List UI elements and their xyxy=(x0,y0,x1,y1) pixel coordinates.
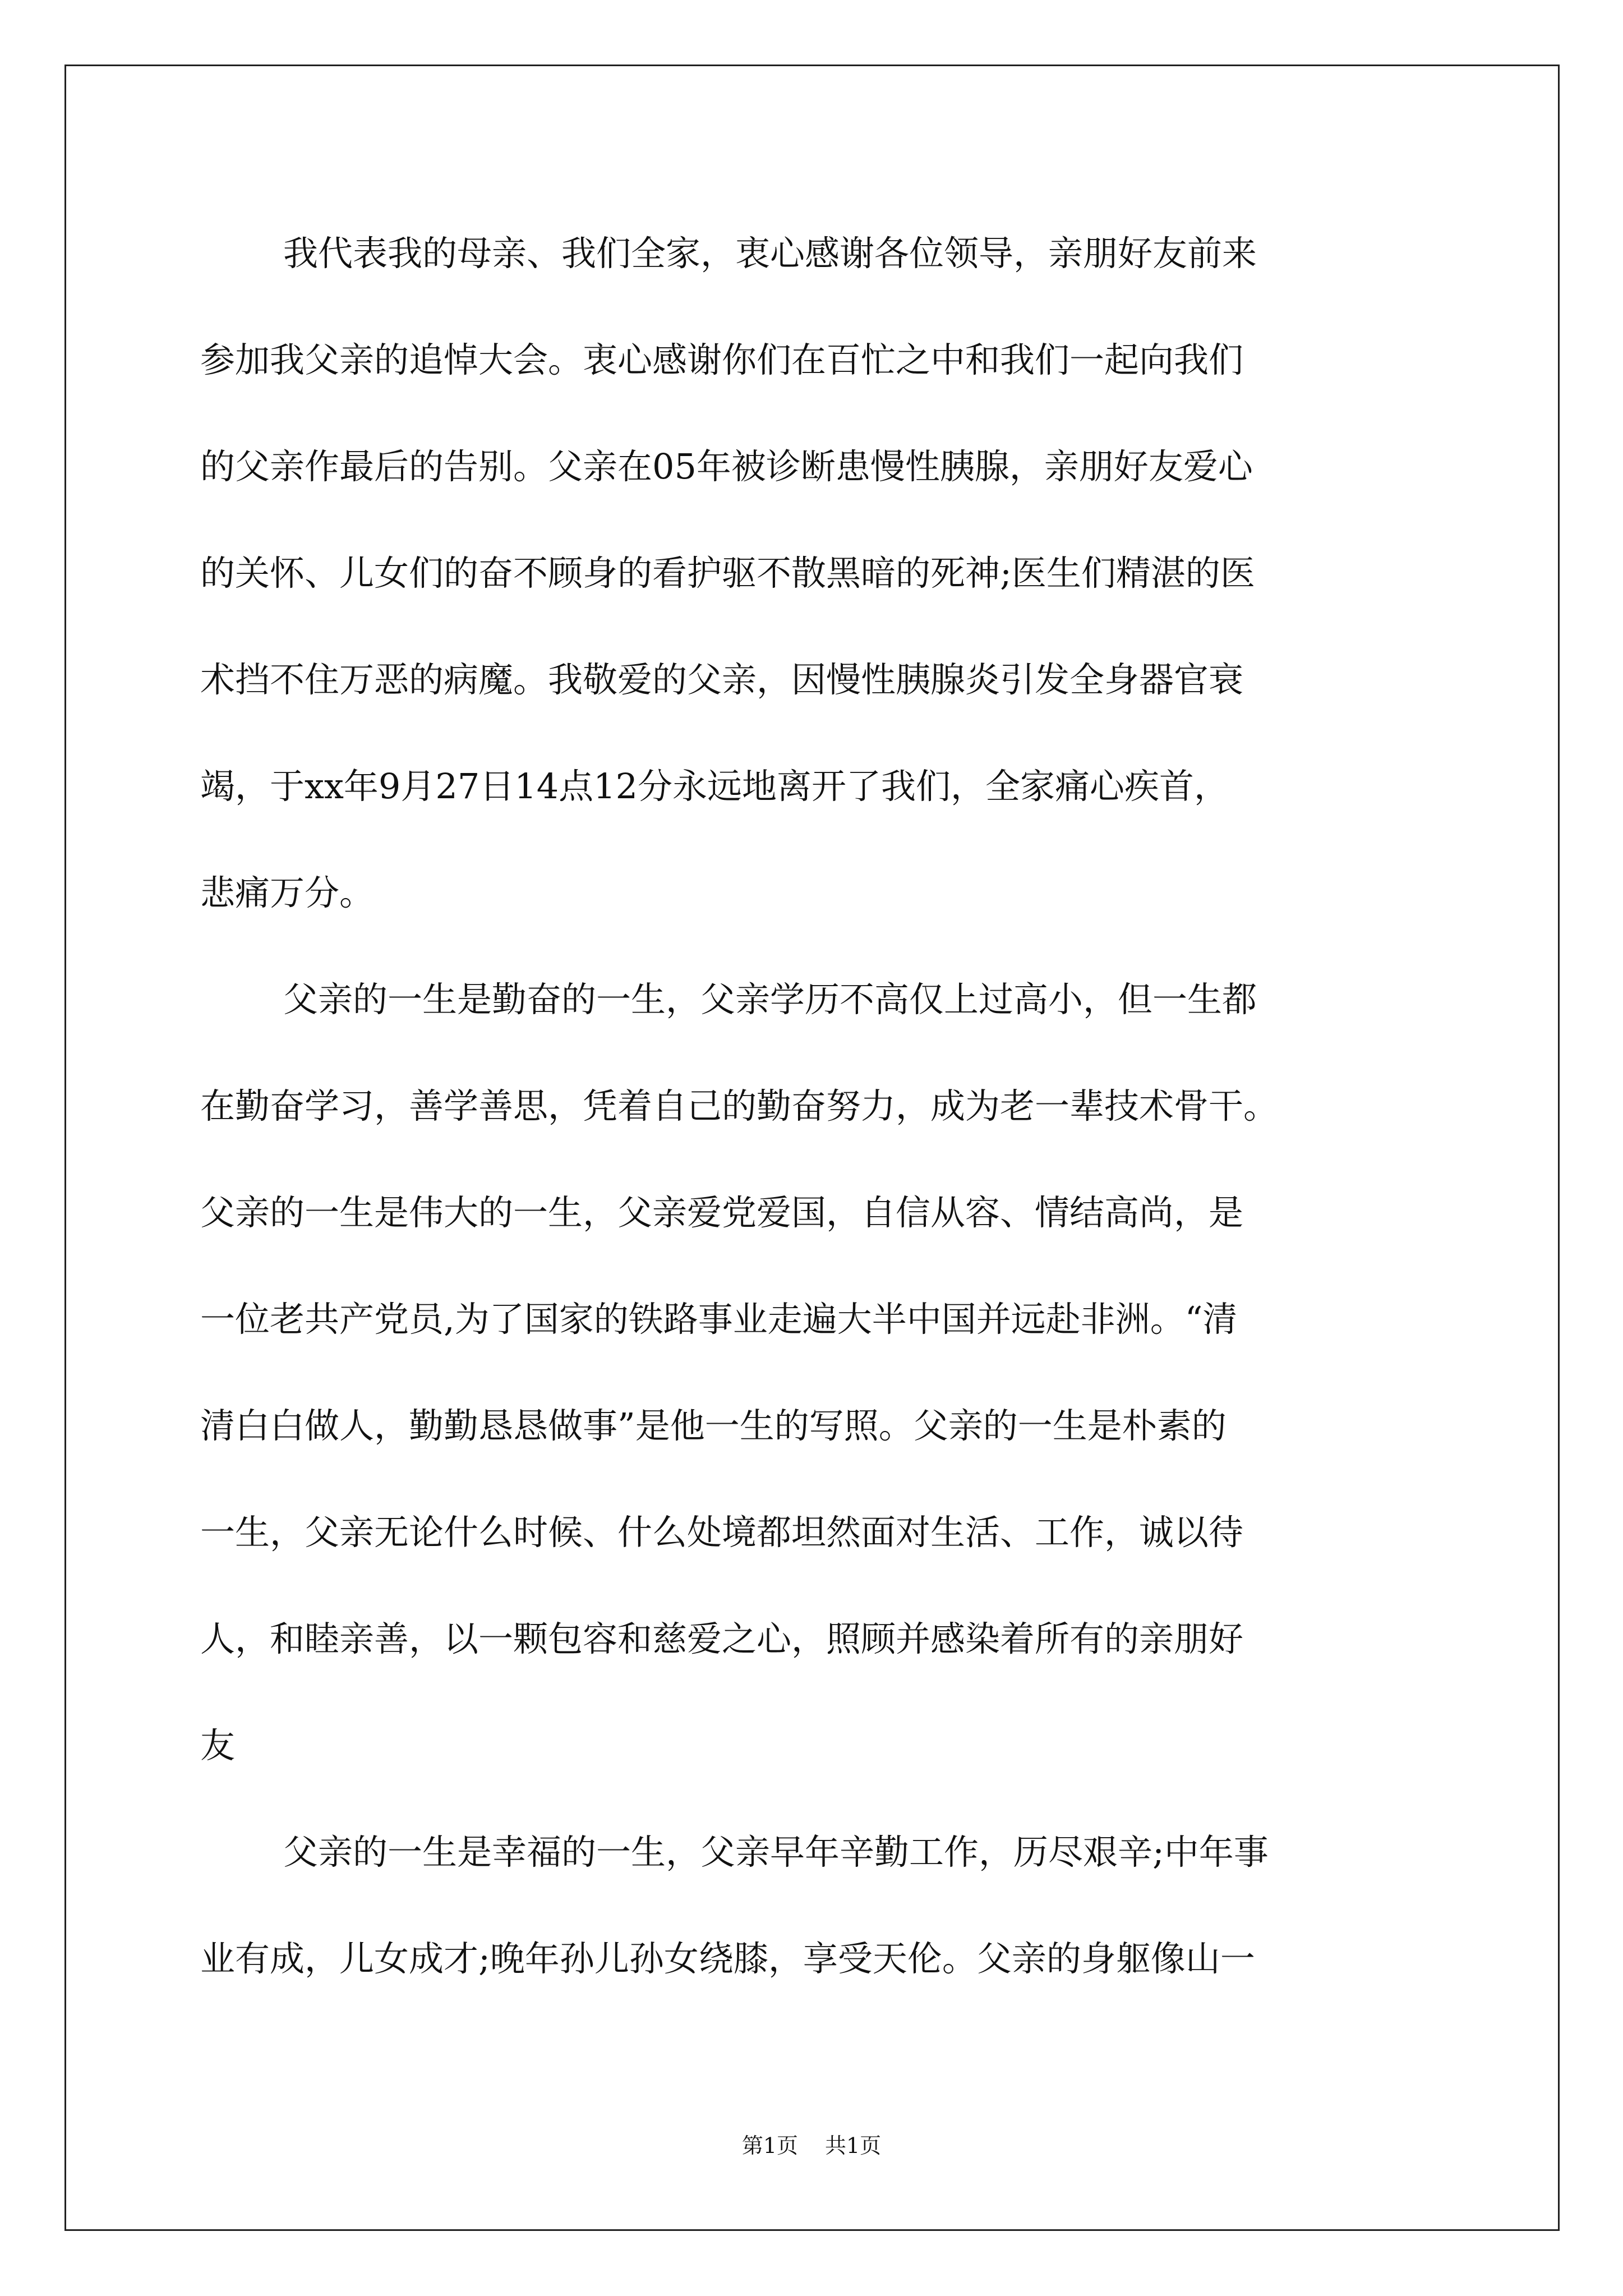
text-line: 父亲的一生是勤奋的一生，父亲学历不高仅上过高小，但一生都 xyxy=(283,979,1257,1020)
text-line: 悲痛万分。 xyxy=(200,872,375,913)
page-total: 共1页 xyxy=(825,2133,882,2158)
page-number: 第1页 xyxy=(741,2133,798,2158)
text-line: 参加我父亲的追悼大会。衷心感谢你们在百忙之中和我们一起向我们 xyxy=(200,339,1244,380)
text-line: 在勤奋学习，善学善思，凭着自己的勤奋努力，成为老一辈技术骨干。 xyxy=(200,1085,1279,1126)
text-line: 一位老共产党员,为了国家的铁路事业走遍大半中国并远赴非洲。“清 xyxy=(200,1299,1238,1340)
text-line: 的关怀、儿女们的奋不顾身的看护驱不散黑暗的死神;医生们精湛的医 xyxy=(200,553,1255,593)
text-line: 我代表我的母亲、我们全家，衷心感谢各位领导，亲朋好友前来 xyxy=(283,233,1257,274)
text-line: 竭，于xx年9月27日14点12分永远地离开了我们，全家痛心疾首， xyxy=(200,766,1229,807)
text-line: 一生，父亲无论什么时候、什么处境都坦然面对生活、工作，诚以待 xyxy=(200,1512,1244,1553)
text-line: 人，和睦亲善，以一颗包容和慈爱之心，照顾并感染着所有的亲朋好 xyxy=(200,1618,1244,1659)
page-border xyxy=(64,65,1560,2231)
text-line: 术挡不住万恶的病魔。我敬爱的父亲，因慢性胰腺炎引发全身器官衰 xyxy=(200,659,1244,700)
text-line: 业有成，儿女成才;晚年孙儿孙女绕膝，享受天伦。父亲的身躯像山一 xyxy=(200,1938,1255,1979)
text-line: 父亲的一生是伟大的一生，父亲爱党爱国，自信从容、情结高尚，是 xyxy=(200,1192,1244,1233)
page-footer xyxy=(0,2132,1623,2160)
text-line: 友 xyxy=(200,1725,236,1766)
text-line: 的父亲作最后的告别。父亲在05年被诊断患慢性胰腺，亲朋好友爱心 xyxy=(200,446,1253,487)
text-line: 父亲的一生是幸福的一生，父亲早年辛勤工作，历尽艰辛;中年事 xyxy=(283,1832,1269,1872)
text-line: 清白白做人，勤勤恳恳做事”是他一生的写照。父亲的一生是朴素的 xyxy=(200,1405,1227,1446)
